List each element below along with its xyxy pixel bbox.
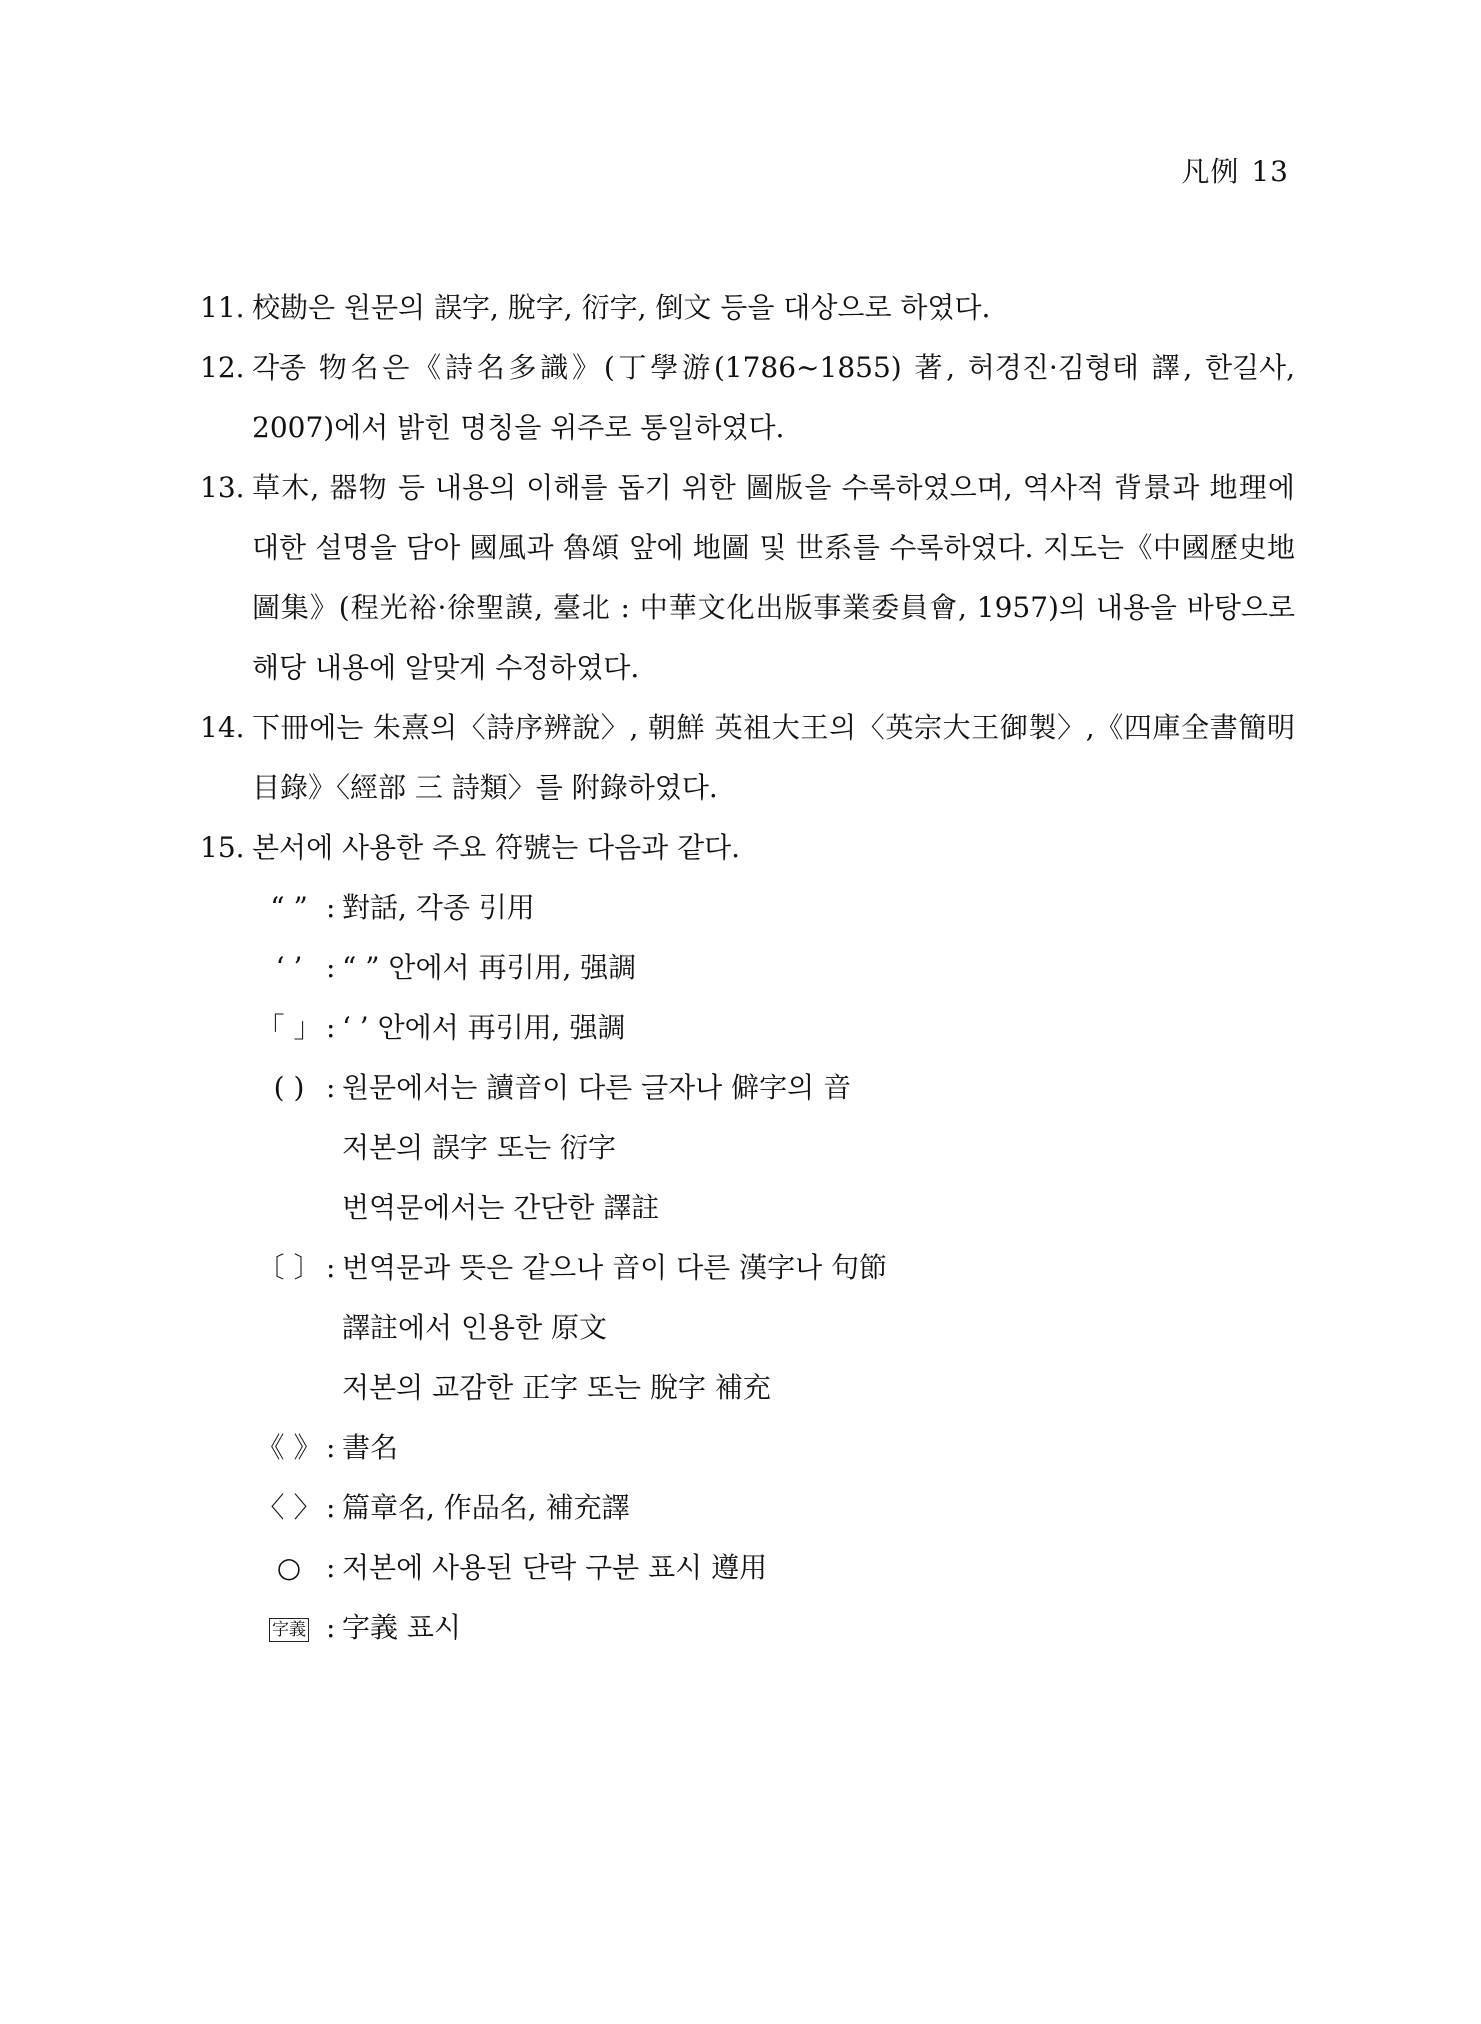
- symbol-row: [252, 938, 1295, 998]
- symbol-desc: 字義 표시: [342, 1611, 461, 1644]
- symbol-colon: :: [326, 951, 336, 984]
- symbol-desc: 저본에 사용된 단락 구분 표시 遵用: [342, 1551, 768, 1584]
- symbol-colon: :: [326, 1251, 336, 1284]
- symbol-desc: 번역문과 뜻은 같으나 音이 다른 漢字나 句節: [342, 1251, 888, 1284]
- symbol-glyph: 《 》: [256, 1431, 322, 1464]
- symbol-row: [252, 1538, 1295, 1598]
- symbol-desc: “ ” 안에서 再引用, 强調: [342, 951, 637, 984]
- symbol-colon: :: [326, 1071, 336, 1104]
- list-item: [200, 698, 1295, 818]
- item-number: 14.: [200, 711, 245, 744]
- symbol-glyph: 〔 〕: [256, 1251, 322, 1284]
- symbol-list: [200, 878, 1295, 1658]
- symbol-row: [252, 1598, 1295, 1658]
- item-text: 草木, 器物 등 내용의 이해를 돕기 위한 圖版을 수록하였으며, 역사적 背景과 地理에 대한 설명을 담아 國風과 魯頌 앞에 地圖 및 世系를 수록하였다. 지도는《中國歷史地圖集》(程光裕·徐聖謨, 臺北 : 中華文化出版事業委員會, 1957)의 내용을 바탕으로 해당 내용에 알맞게 수정하였다.: [252, 471, 1295, 684]
- symbol-desc: 書名: [342, 1431, 399, 1464]
- symbol-desc: 원문에서는 讀音이 다른 글자나 僻字의 音: [342, 1071, 852, 1104]
- symbol-glyph: ‘ ’: [275, 951, 303, 984]
- item-number: 11.: [200, 291, 245, 324]
- symbol-row: [252, 1058, 1295, 1118]
- item-number: 12.: [200, 351, 245, 384]
- symbol-desc: 篇章名, 作品名, 補充譯: [342, 1491, 630, 1524]
- list-item: [200, 458, 1295, 698]
- symbol-row: [252, 1478, 1295, 1538]
- boxed-symbol: 字義: [269, 1618, 309, 1642]
- symbol-glyph: 「 」: [256, 1011, 322, 1044]
- item-text: 본서에 사용한 주요 符號는 다음과 같다.: [252, 831, 741, 864]
- symbol-colon: :: [326, 1551, 336, 1584]
- item-text: 校勘은 원문의 誤字, 脫字, 衍字, 倒文 등을 대상으로 하였다.: [252, 291, 991, 324]
- symbol-desc-continued: 譯註에서 인용한 原文: [342, 1311, 608, 1344]
- list-item: [200, 338, 1295, 458]
- symbol-glyph: ○: [276, 1551, 302, 1584]
- symbol-desc-continued: 번역문에서는 간단한 譯註: [342, 1191, 660, 1224]
- symbol-row: [252, 878, 1295, 938]
- symbol-desc: ‘ ’ 안에서 再引用, 强調: [342, 1011, 626, 1044]
- symbol-row: [252, 998, 1295, 1058]
- symbol-desc-continued: 저본의 교감한 正字 또는 脫字 補充: [342, 1371, 771, 1404]
- symbol-glyph: ( ): [273, 1071, 305, 1104]
- symbol-desc: 對話, 각종 引用: [342, 891, 535, 924]
- symbol-colon: :: [326, 1491, 336, 1524]
- symbol-glyph: 〈 〉: [256, 1491, 322, 1524]
- symbol-colon: :: [326, 891, 336, 924]
- symbol-row: [252, 1238, 1295, 1298]
- symbol-glyph: “ ”: [270, 891, 308, 924]
- item-text: 각종 物名은《詩名多識》(丁學游(1786~1855) 著, 허경진·김형태 譯, 한길사, 2007)에서 밝힌 명칭을 위주로 통일하였다.: [252, 351, 1295, 444]
- item-number: 15.: [200, 831, 245, 864]
- symbol-colon: :: [326, 1011, 336, 1044]
- symbol-colon: :: [326, 1431, 336, 1464]
- list-item: [200, 278, 1295, 338]
- running-header: [1181, 150, 1289, 190]
- symbol-glyph-wrap: [252, 1598, 326, 1658]
- item-text: 下冊에는 朱熹의〈詩序辨說〉, 朝鮮 英祖大王의〈英宗大王御製〉,《四庫全書簡明目錄》〈經部 三 詩類〉를 附錄하였다.: [252, 711, 1295, 804]
- symbol-colon: :: [326, 1611, 336, 1644]
- header-title: 凡例: [1181, 155, 1240, 188]
- item-number: 13.: [200, 471, 245, 504]
- list-item: [200, 818, 1295, 878]
- symbol-desc-continued: 저본의 誤字 또는 衍字: [342, 1131, 616, 1164]
- document-body: [200, 278, 1295, 1658]
- page-number: 13: [1251, 155, 1289, 188]
- symbol-row: [252, 1418, 1295, 1478]
